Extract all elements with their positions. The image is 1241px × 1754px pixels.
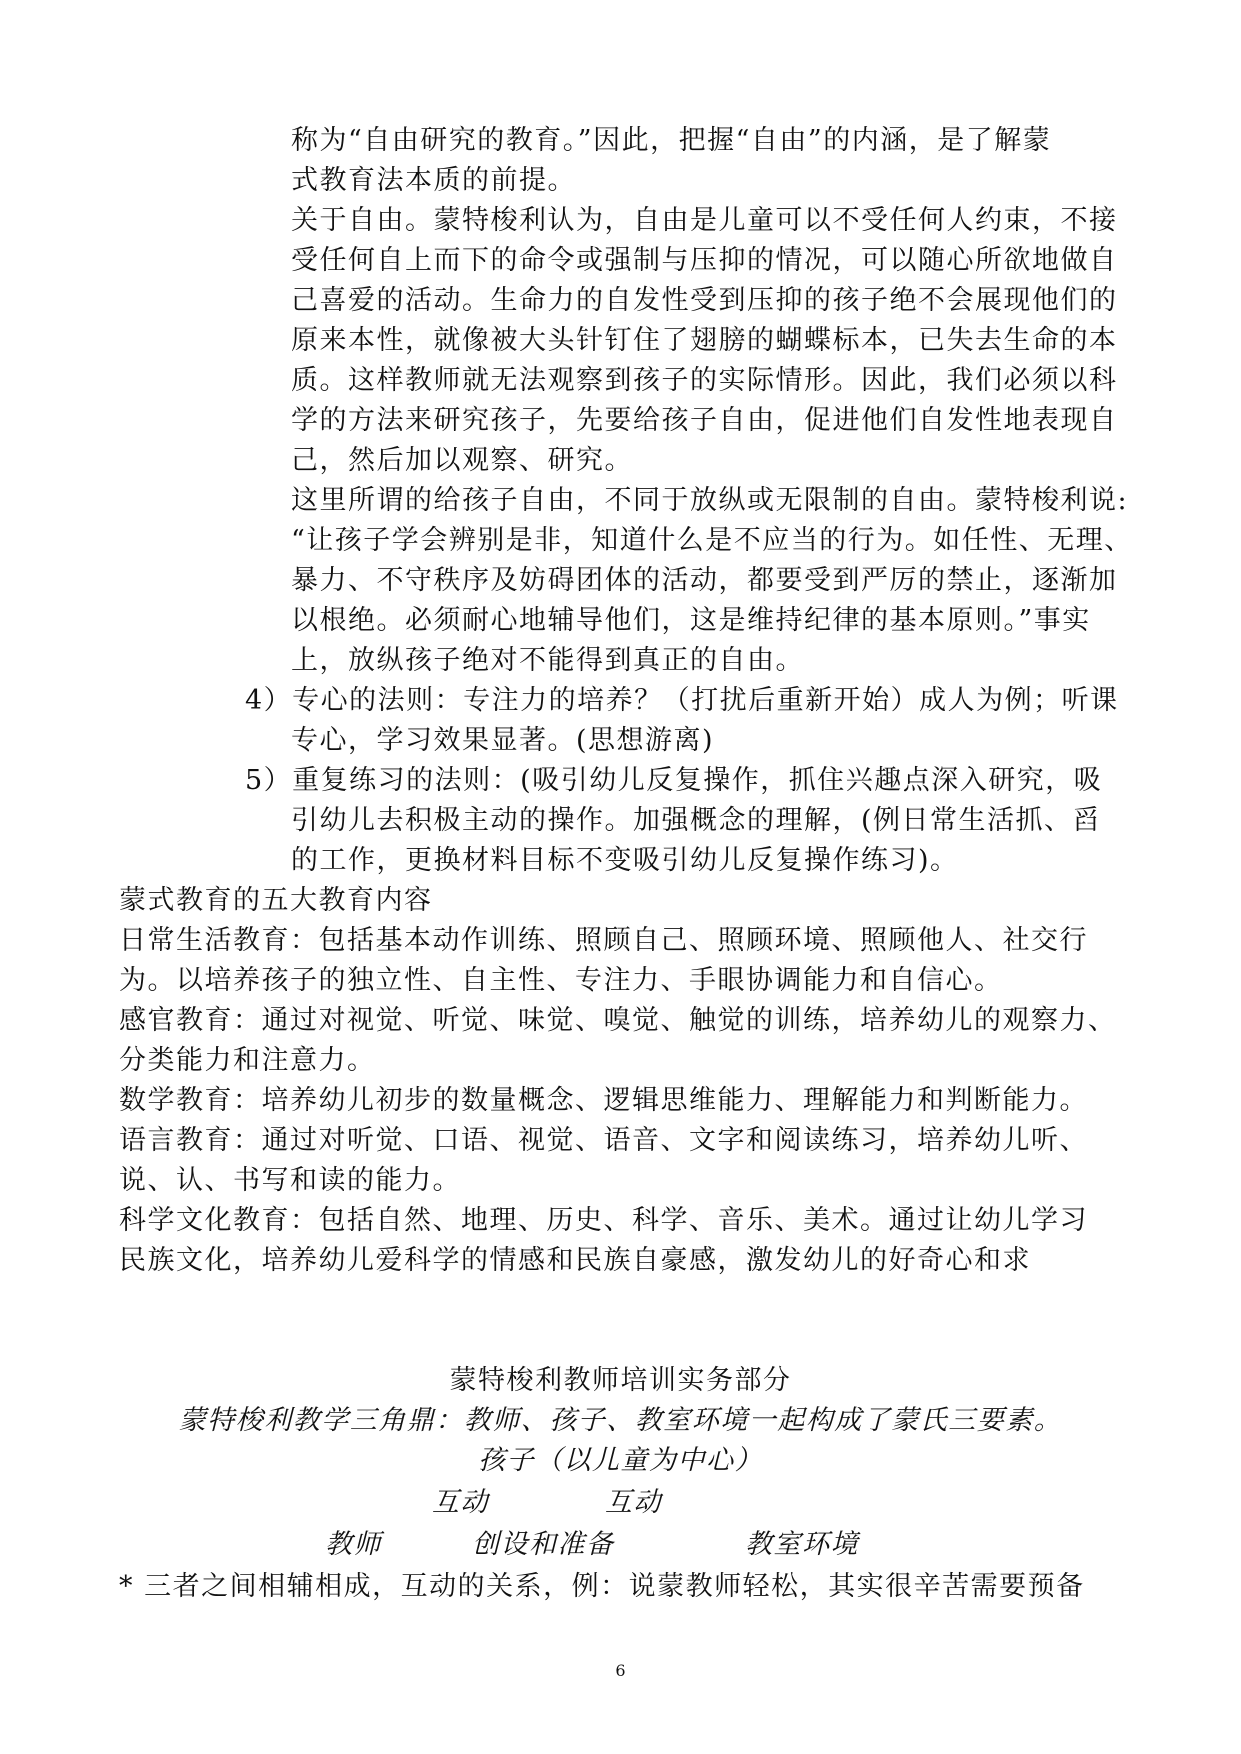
paragraph-line: 为。以培养孩子的独立性、自主性、专注力、手眼协调能力和自信心。 — [119, 965, 1003, 996]
paragraph-line: 原来本性，就像被大头针钉住了翅膀的蝴蝶标本，已失去生命的本 — [291, 325, 1118, 356]
paragraph-line: 语言教育：通过对听觉、口语、视觉、语音、文字和阅读练习，培养幼儿听、 — [119, 1125, 1088, 1156]
section-title: 蒙特梭利教师培训实务部分 — [449, 1365, 792, 1396]
note-line: * 三者之间相辅相成，互动的关系，例：说蒙教师轻松，其实很辛苦需要预备 — [119, 1571, 1085, 1602]
paragraph-line: 称为“自由研究的教育。”因此，把握“自由”的内涵，是了解蒙 — [291, 125, 1052, 156]
paragraph-line: 民族文化，培养幼儿爱科学的情感和民族自豪感，激发幼儿的好奇心和求 — [119, 1245, 1031, 1276]
list-item-4-cont: 专心，学习效果显著。(思想游离) — [291, 725, 715, 756]
paragraph-line: 式教育法本质的前提。 — [291, 165, 576, 196]
diagram-create-prepare: 创设和准备 — [472, 1529, 615, 1560]
paragraph-line: 己，然后加以观察、研究。 — [291, 445, 633, 476]
list-item-4: 4）专心的法则：专注力的培养？（打扰后重新开始）成人为例；听课 — [245, 685, 1119, 716]
page-number: 6 — [615, 1661, 626, 1680]
diagram-interact-right: 互动 — [605, 1487, 662, 1518]
diagram-interact-left: 互动 — [432, 1487, 489, 1518]
list-item-5-cont: 的工作，更换材料目标不变吸引幼儿反复操作练习)。 — [291, 845, 959, 876]
paragraph-line: 学的方法来研究孩子，先要给孩子自由，促进他们自发性地表现自 — [291, 405, 1118, 436]
paragraph-line: 分类能力和注意力。 — [119, 1045, 376, 1076]
paragraph-line: 以根绝。必须耐心地辅导他们，这是维持纪律的基本原则。”事实 — [291, 605, 1091, 636]
paragraph-line: 感官教育：通过对视觉、听觉、味觉、嗅觉、触觉的训练，培养幼儿的观察力、 — [119, 1005, 1117, 1036]
diagram-child: 孩子（以儿童为中心） — [478, 1445, 763, 1476]
triangle-statement: 蒙特梭利教学三角鼎：教师、孩子、教室环境一起构成了蒙氏三要素。 — [178, 1405, 1063, 1436]
paragraph-line: 己喜爱的活动。生命力的自发性受到压抑的孩子绝不会展现他们的 — [291, 285, 1118, 316]
paragraph-line: 暴力、不守秩序及妨碍团体的活动，都要受到严厉的禁止，逐渐加 — [291, 565, 1118, 596]
paragraph-line: 关于自由。蒙特梭利认为，自由是儿童可以不受任何人约束，不接 — [291, 205, 1118, 236]
paragraph-line: “让孩子学会辨别是非，知道什么是不应当的行为。如任性、无理、 — [291, 525, 1133, 556]
section-heading: 蒙式教育的五大教育内容 — [119, 885, 433, 916]
paragraph-line: 上，放纵孩子绝对不能得到真正的自由。 — [291, 645, 804, 676]
paragraph-line: 受任何自上而下的命令或强制与压抑的情况，可以随心所欲地做自 — [291, 245, 1118, 276]
paragraph-line: 说、认、书写和读的能力。 — [119, 1165, 461, 1196]
diagram-classroom: 教室环境 — [745, 1529, 859, 1560]
paragraph-line: 数学教育：培养幼儿初步的数量概念、逻辑思维能力、理解能力和判断能力。 — [119, 1085, 1088, 1116]
paragraph-line: 科学文化教育：包括自然、地理、历史、科学、音乐、美术。通过让幼儿学习 — [119, 1205, 1088, 1236]
paragraph-line: 质。这样教师就无法观察到孩子的实际情形。因此，我们必须以科 — [291, 365, 1118, 396]
list-item-5: 5）重复练习的法则：(吸引幼儿反复操作，抓住兴趣点深入研究，吸 — [245, 765, 1103, 796]
list-item-5-cont: 引幼儿去积极主动的操作。加强概念的理解，(例日常生活抓、舀 — [291, 805, 1102, 836]
paragraph-line: 这里所谓的给孩子自由，不同于放纵或无限制的自由。蒙特梭利说: — [291, 485, 1129, 516]
diagram-teacher: 教师 — [325, 1529, 382, 1560]
paragraph-line: 日常生活教育：包括基本动作训练、照顾自己、照顾环境、照顾他人、社交行 — [119, 925, 1088, 956]
